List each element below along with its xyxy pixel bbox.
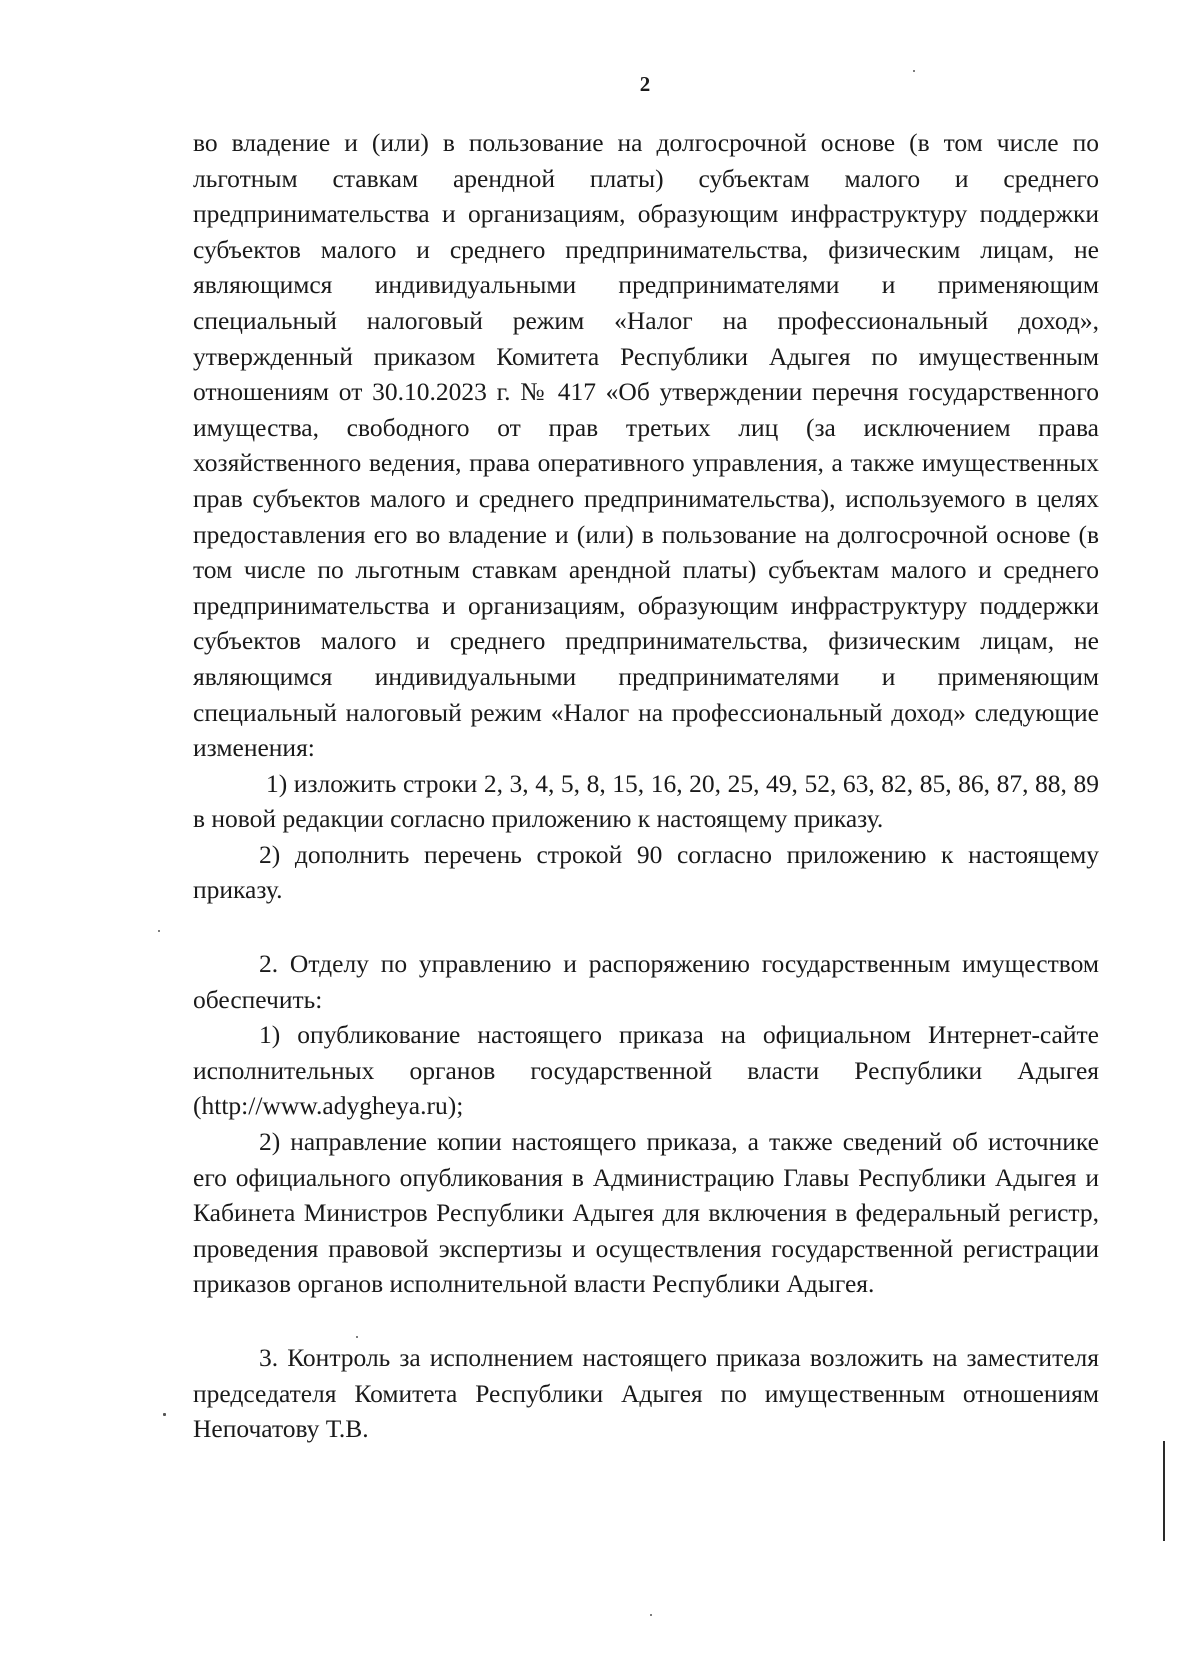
scan-speck <box>913 70 915 72</box>
paragraph-continuation: во владение и (или) в пользование на долгосрочной основе (в том числе по льготным ставкам арендной платы) субъектам малого и среднего предпринимательства и организациям, образующим инфраструктуру поддержки субъектов малого и среднего предпринимательства, физическим лицам, не являющимся индивидуальными предпринимателями и применяющим специальный налоговый режим «Налог на профессиональный доход», утвержденный приказом Комитета Республики Адыгея по имущественным отношениям от 30.10.2023 г. № 417 «Об утверждении перечня государственного имущества, свободного от прав третьих лиц (за исключением права хозяйственного ведения, права оперативного управления, а также имущественных прав субъектов малого и среднего предпринимательства), используемого в целях предоставления его во владение и (или) в пользование на долгосрочной основе (в том числе по льготным ставкам арендной платы) субъектам малого и среднего предпринимательства и организациям, образующим инфраструктуру поддержки субъектов малого и среднего предпринимательства, физическим лицам, не являющимся индивидуальными предпринимателями и применяющим специальный налоговый режим «Налог на профессиональный доход» следующие изменения: <box>193 128 1099 763</box>
list-item-1-1: 1) изложить строки 2, 3, 4, 5, 8, 15, 16, 20, 25, 49, 52, 63, 82, 85, 86, 87, 88, 89 в новой редакции согласно приложению к настоящему приказу. <box>193 768 1099 834</box>
scan-margin-mark <box>1163 1441 1165 1541</box>
document-body <box>193 125 1099 1447</box>
scan-speck <box>158 930 160 932</box>
scan-speck <box>163 1413 166 1416</box>
page-number: 2 <box>639 72 651 96</box>
paragraph-3: 3. Контроль за исполнением настоящего приказа возложить на заместителя председателя Комитета Республики Адыгея по имущественным отношениям Непочатову Т.В. <box>193 1343 1099 1444</box>
scan-speck <box>356 1336 358 1338</box>
list-item-2-1: 1) опубликование настоящего приказа на официальном Интернет-сайте исполнительных органов государственной власти Республики Адыгея (http://www.adygheya.ru); <box>193 1020 1099 1121</box>
list-item-2-2: 2) направление копии настоящего приказа, а также сведений об источнике его официального опубликования в Администрацию Главы Республики Адыгея и Кабинета Министров Республики Адыгея для включения в федеральный регистр, проведения правовой экспертизы и осуществления государственной регистрации приказов органов исполнительной власти Республики Адыгея. <box>193 1127 1099 1299</box>
scan-speck <box>650 1614 652 1616</box>
list-item-1-2: 2) дополнить перечень строкой 90 согласно приложению к настоящему приказу. <box>193 839 1099 905</box>
paragraph-2: 2. Отделу по управлению и распоряжению государственным имуществом обеспечить: <box>193 949 1099 1014</box>
